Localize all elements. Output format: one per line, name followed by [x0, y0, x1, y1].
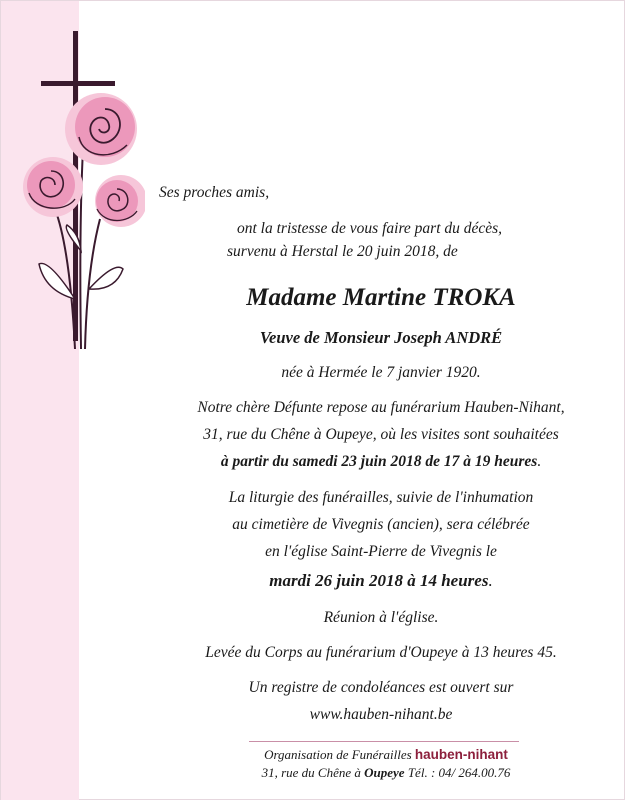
levee-line: Levée du Corps au funérarium d'Oupeye à 13 heures 45.	[205, 644, 557, 661]
brand-logo: hauben-nihant	[414, 747, 508, 762]
footer-org-prefix: Organisation de Funérailles	[264, 747, 415, 762]
footer-address	[201, 765, 571, 781]
cross-with-roses-icon	[15, 29, 145, 359]
rest-line-2: 31, rue du Chêne à Oupeye, où les visites sont souhaitées	[203, 426, 559, 443]
footer-phone: Tél. : 04/ 264.00.76	[404, 765, 511, 780]
ceremony-line	[151, 571, 611, 591]
liturgy-line-1: La liturgie des funérailles, suivie de l'inhumation	[228, 489, 534, 506]
footer-organisation	[201, 747, 571, 763]
liturgy-line-3: en l'église Saint-Pierre de Vivegnis le	[265, 543, 497, 560]
ceremony-time: mardi 26 juin 2018 à 14 heures	[269, 571, 489, 590]
meeting-line: Réunion à l'église.	[323, 609, 439, 626]
footer-address-prefix: 31, rue du Chêne à	[261, 765, 365, 780]
ceremony-period: .	[488, 571, 493, 590]
announcement-line-2: survenu à Herstal le 20 juin 2018, de	[227, 243, 458, 260]
spouse-line: Veuve de Monsieur Joseph ANDRÉ	[259, 328, 503, 347]
footer-divider	[249, 741, 519, 742]
deceased-name: Madame Martine TROKA	[246, 284, 516, 311]
footer-address-place: Oupeye	[364, 765, 405, 780]
website-link[interactable]: www.hauben-nihant.be	[309, 706, 453, 723]
register-line: Un registre de condoléances est ouvert sur	[248, 679, 514, 696]
birth-line: née à Hermée le 7 janvier 1920.	[281, 364, 481, 381]
greeting: Ses proches amis,	[159, 184, 270, 201]
visits-line	[151, 452, 611, 472]
announcement-line-1: ont la tristesse de vous faire part du décès,	[237, 220, 503, 237]
rest-line-1: Notre chère Défunte repose au funérarium Hauben-Nihant,	[197, 399, 565, 416]
visits-time: à partir du samedi 23 juin 2018 de 17 à 19 heures	[220, 453, 538, 470]
visits-period: .	[537, 453, 542, 470]
liturgy-line-2: au cimetière de Vivegnis (ancien), sera célébrée	[232, 516, 530, 533]
